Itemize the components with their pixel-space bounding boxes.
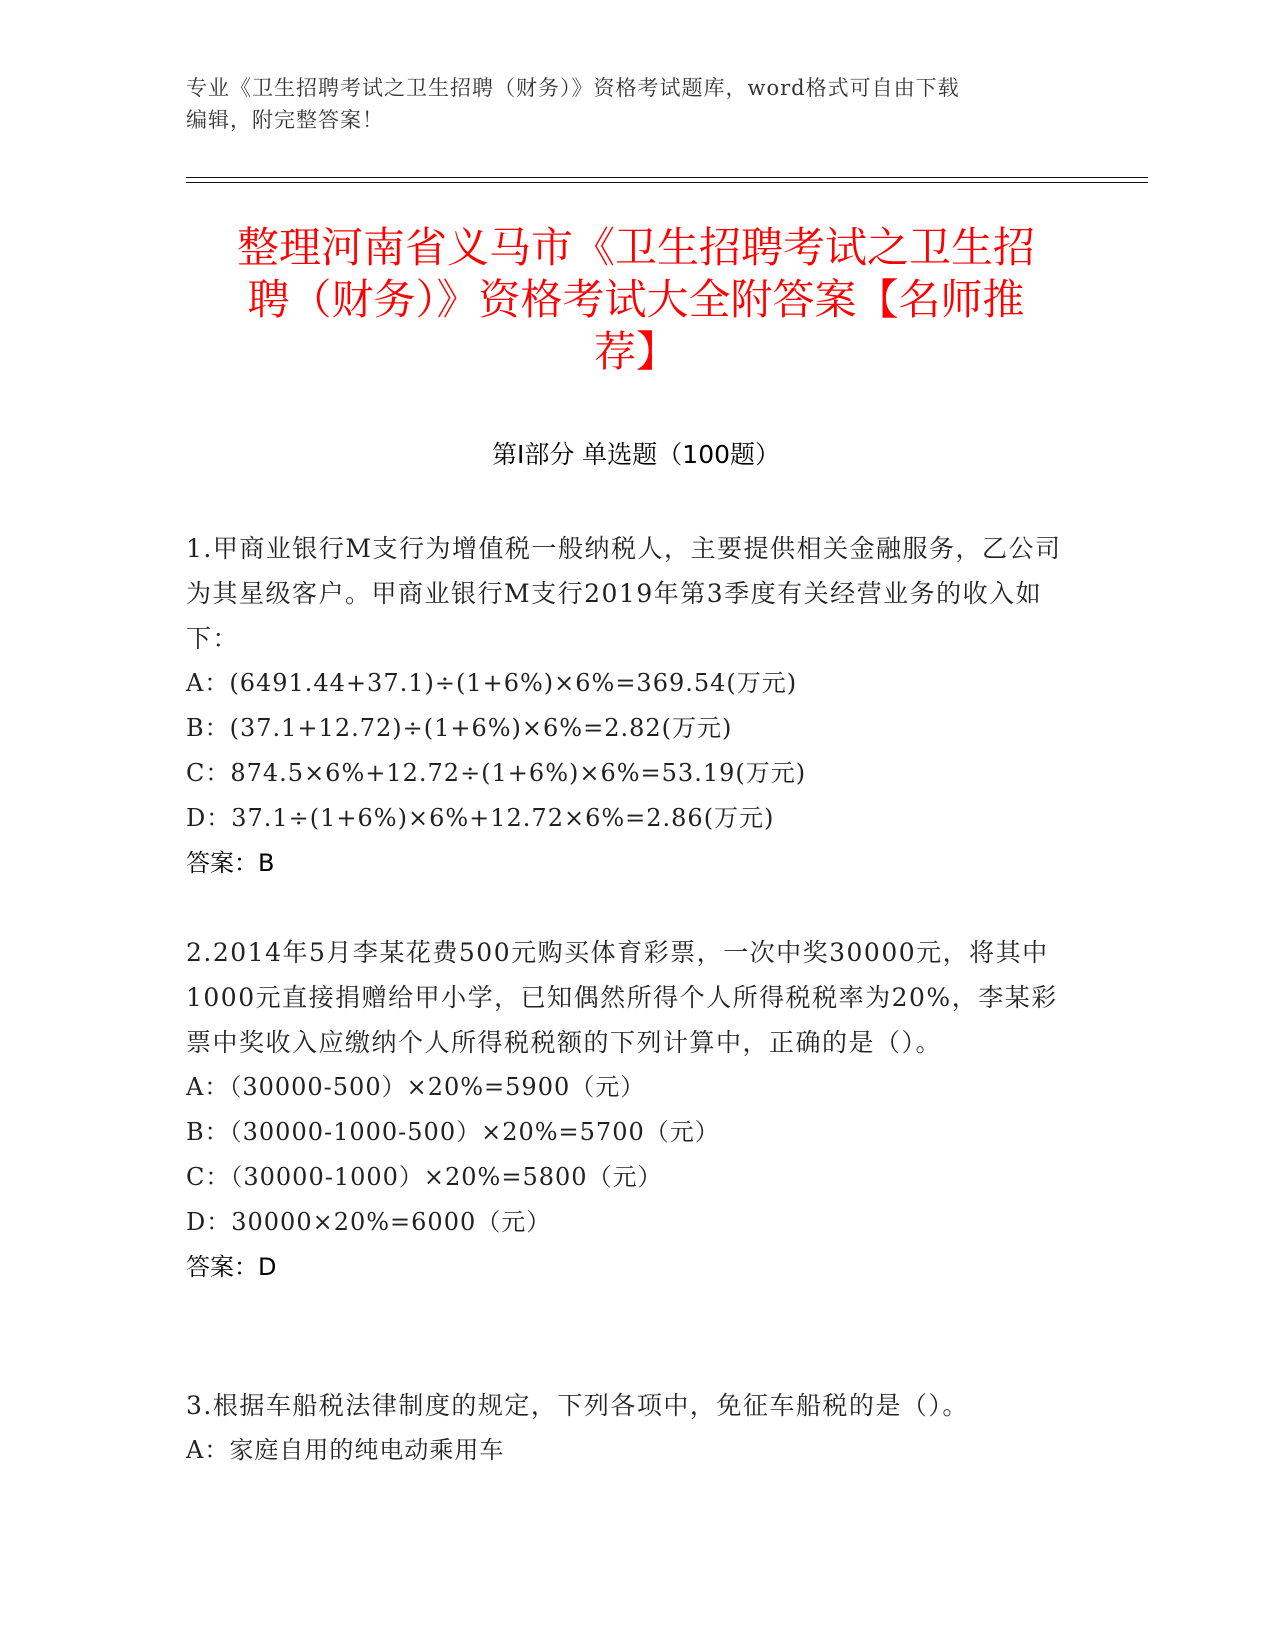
- option-d: D：30000×20%=6000（元）: [186, 1208, 552, 1236]
- section-heading: 第Ⅰ部分 单选题（100题）: [491, 440, 781, 469]
- header-note-line-1: 专业《卫生招聘考试之卫生招聘（财务）》资格考试题库，word格式可自由下载: [186, 76, 960, 100]
- option-b: B：(37.1+12.72)÷(1+6%)×6%=2.82(万元): [186, 714, 733, 742]
- option-b: B：（30000-1000-500）×20%=5700（元）: [186, 1118, 720, 1146]
- document-title-line-3: 荐】: [593, 327, 678, 376]
- option-c: C：874.5×6%+12.72÷(1+6%)×6%=53.19(万元): [186, 759, 807, 787]
- question-stem: 1.甲商业银行M支行为增值税一般纳税人，主要提供相关金融服务，乙公司为其星级客户。甲商业银行M支行2019年第3季度有关经营业务的收入如下：: [186, 534, 1062, 653]
- question-stem: 2.2014年5月李某花费500元购买体育彩票，一次中奖30000元，将其中1000元直接捐赠给甲小学，已知偶然所得个人所得税税率为20%，李某彩票中奖收入应缴纳个人所得税税额的下列计算中，正确的是（）。: [186, 938, 1058, 1057]
- question-1: [186, 526, 1066, 886]
- answer: 答案：B: [186, 849, 275, 877]
- header-note: [186, 72, 1086, 136]
- header-divider-top: [186, 177, 1148, 178]
- option-a: A：(6491.44+37.1)÷(1+6%)×6%=369.54(万元): [186, 669, 798, 697]
- answer: 答案：D: [186, 1253, 277, 1281]
- document-title-line-2: 聘（财务）》资格考试大全附答案【名师推: [247, 275, 1025, 324]
- header-note-line-2: 编辑，附完整答案！: [186, 108, 384, 132]
- document-title-line-1: 整理河南省义马市《卫生招聘考试之卫生招: [236, 223, 1035, 272]
- option-d: D：37.1÷(1+6%)×6%+12.72×6%=2.86(万元): [186, 804, 775, 832]
- question-stem: 3.根据车船税法律制度的规定，下列各项中，免征车船税的是（）。: [186, 1391, 969, 1420]
- header-divider-bottom: [186, 182, 1148, 183]
- document-title: [186, 222, 1086, 378]
- option-a: A：（30000-500）×20%=5900（元）: [186, 1073, 646, 1101]
- question-3: [186, 1383, 1066, 1473]
- option-a: A：家庭自用的纯电动乘用车: [186, 1436, 505, 1464]
- question-2: [186, 930, 1066, 1290]
- option-c: C：（30000-1000）×20%=5800（元）: [186, 1163, 663, 1191]
